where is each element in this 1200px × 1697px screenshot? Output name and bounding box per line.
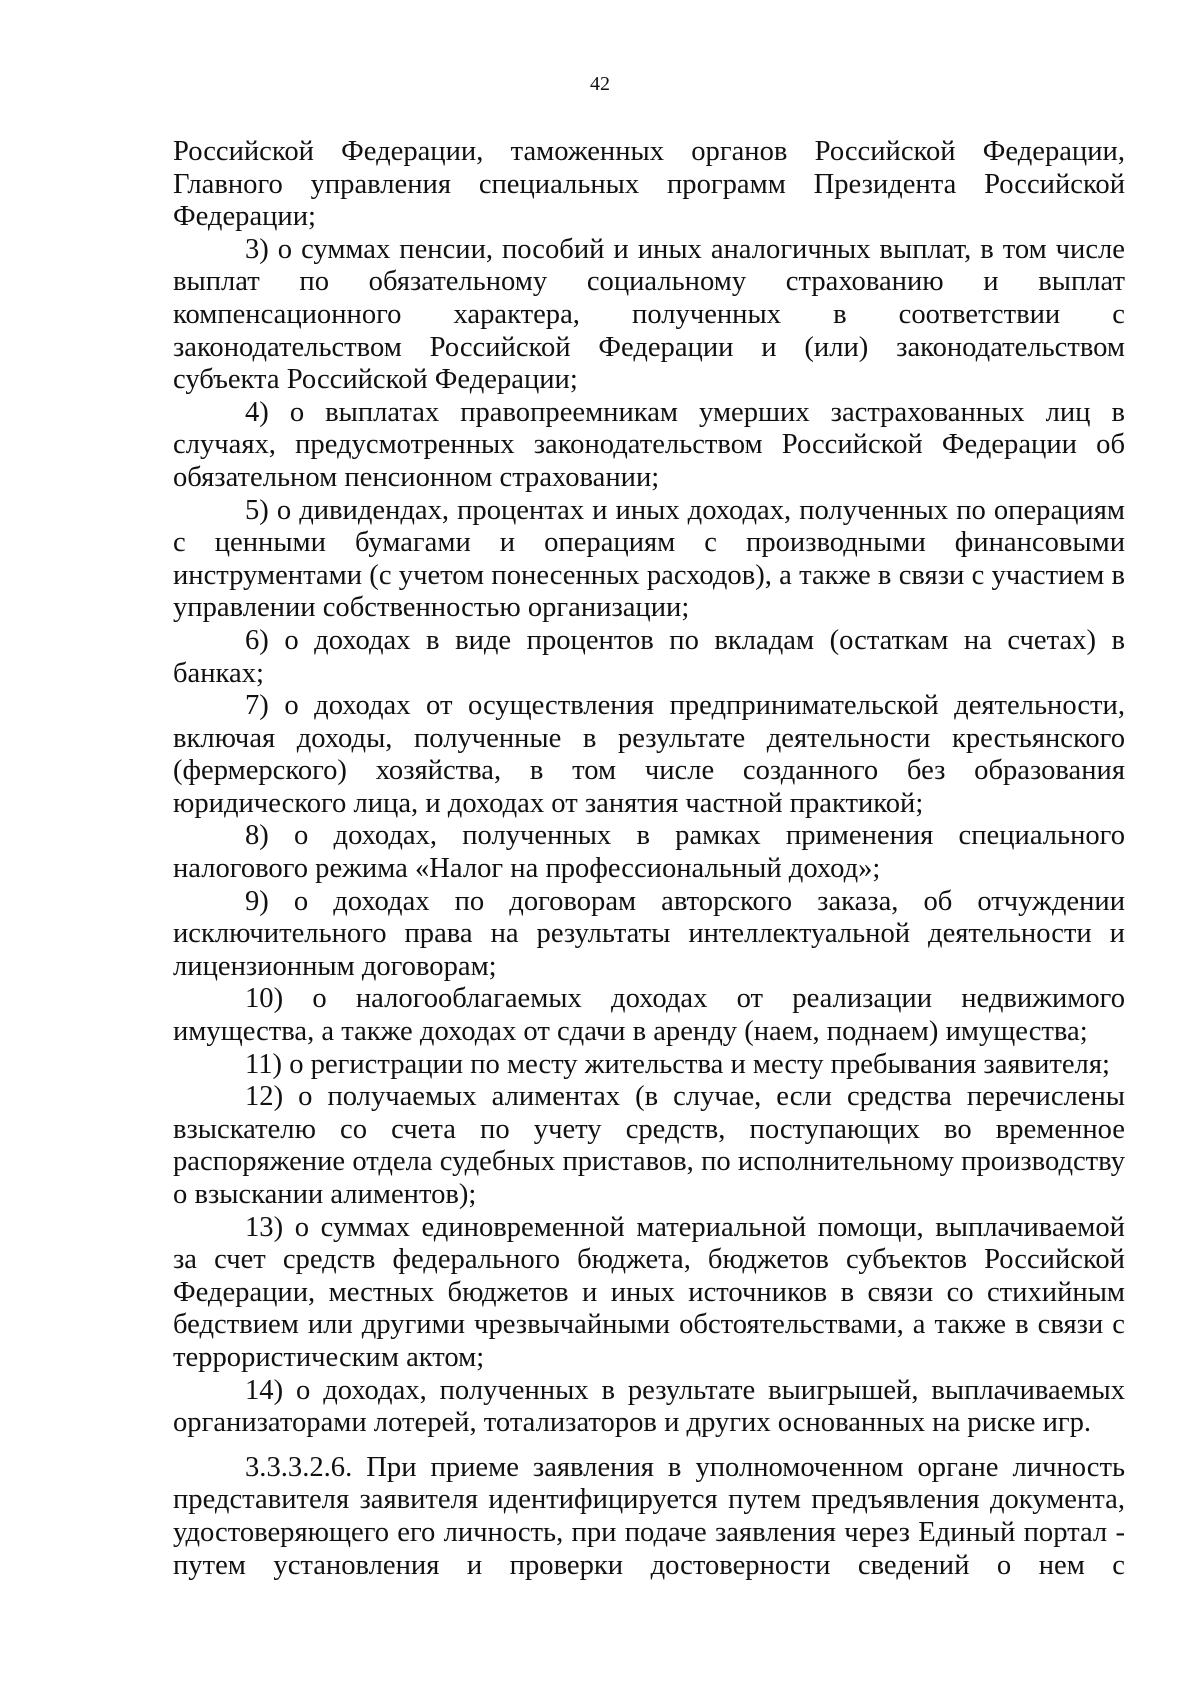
paragraph-continuation: Российской Федерации, таможенных органов Российской Федерации, Главного управления специальных программ Президента Российской Федерации;	[173, 136, 1125, 233]
list-item-10: 10) о налогооблагаемых доходах от реализации недвижимого имущества, а также доходах от сдачи в аренду (наем, поднаем) имущества;	[173, 983, 1125, 1048]
list-item-12: 12) о получаемых алиментах (в случае, если средства перечислены взыскателю со счета по учету средств, поступающих во временное распоряжение отдела судебных приставов, по исполнительному производству о взыскании алиментов);	[173, 1081, 1125, 1210]
list-item-9: 9) о доходах по договорам авторского заказа, об отчуждении исключительного права на результаты интеллектуальной деятельности и лицензионным договорам;	[173, 885, 1125, 982]
section-3-3-3-2-6: 3.3.3.2.6. При приеме заявления в уполномоченном органе личность представителя заявителя идентифицируется путем предъявления документа, удостоверяющего его личность, при подаче заявления через Единый портал - путем установления и проверки достоверности сведений о нем с	[173, 1451, 1125, 1581]
list-item-4: 4) о выплатах правопреемникам умерших застрахованных лиц в случаях, предусмотренных законодательством Российской Федерации об обязательном пенсионном страховании;	[173, 396, 1125, 493]
list-item-13: 13) о суммах единовременной материальной помощи, выплачиваемой за счет средств федерального бюджета, бюджетов субъектов Российской Федерации, местных бюджетов и иных источников в связи со стихийным бедствием или другими чрезвычайными обстоятельствами, а также в связи с террористическим актом;	[173, 1211, 1125, 1373]
document-body	[173, 136, 1125, 1582]
list-item-3: 3) о суммах пенсии, пособий и иных аналогичных выплат, в том числе выплат по обязательному социальному страхованию и выплат компенсационного характера, полученных в соответствии с законодательством Российской Федерации и (или) законодательством субъекта Российской Федерации;	[173, 233, 1125, 396]
list-item-11: 11) о регистрации по месту жительства и месту пребывания заявителя;	[245, 1048, 1110, 1080]
page-number: 42	[590, 73, 610, 95]
list-item-6: 6) о доходах в виде процентов по вкладам (остаткам на счетах) в банках;	[173, 624, 1125, 689]
list-item-7: 7) о доходах от осуществления предпринимательской деятельности, включая доходы, полученные в результате деятельности крестьянского (фермерского) хозяйства, в том числе созданного без образования юридического лица, и доходах от занятия частной практикой;	[173, 690, 1125, 819]
list-item-5: 5) о дивидендах, процентах и иных доходах, полученных по операциям с ценными бумагами и операциям с производными финансовыми инструментами (с учетом понесенных расходов), а также в связи с участием в управлении собственностью организации;	[173, 494, 1125, 624]
list-item-14: 14) о доходах, полученных в результате выигрышей, выплачиваемых организаторами лотерей, тотализаторов и других основанных на риске игр.	[173, 1374, 1125, 1439]
list-item-8: 8) о доходах, полученных в рамках применения специального налогового режима «Налог на профессиональный доход»;	[173, 820, 1125, 885]
